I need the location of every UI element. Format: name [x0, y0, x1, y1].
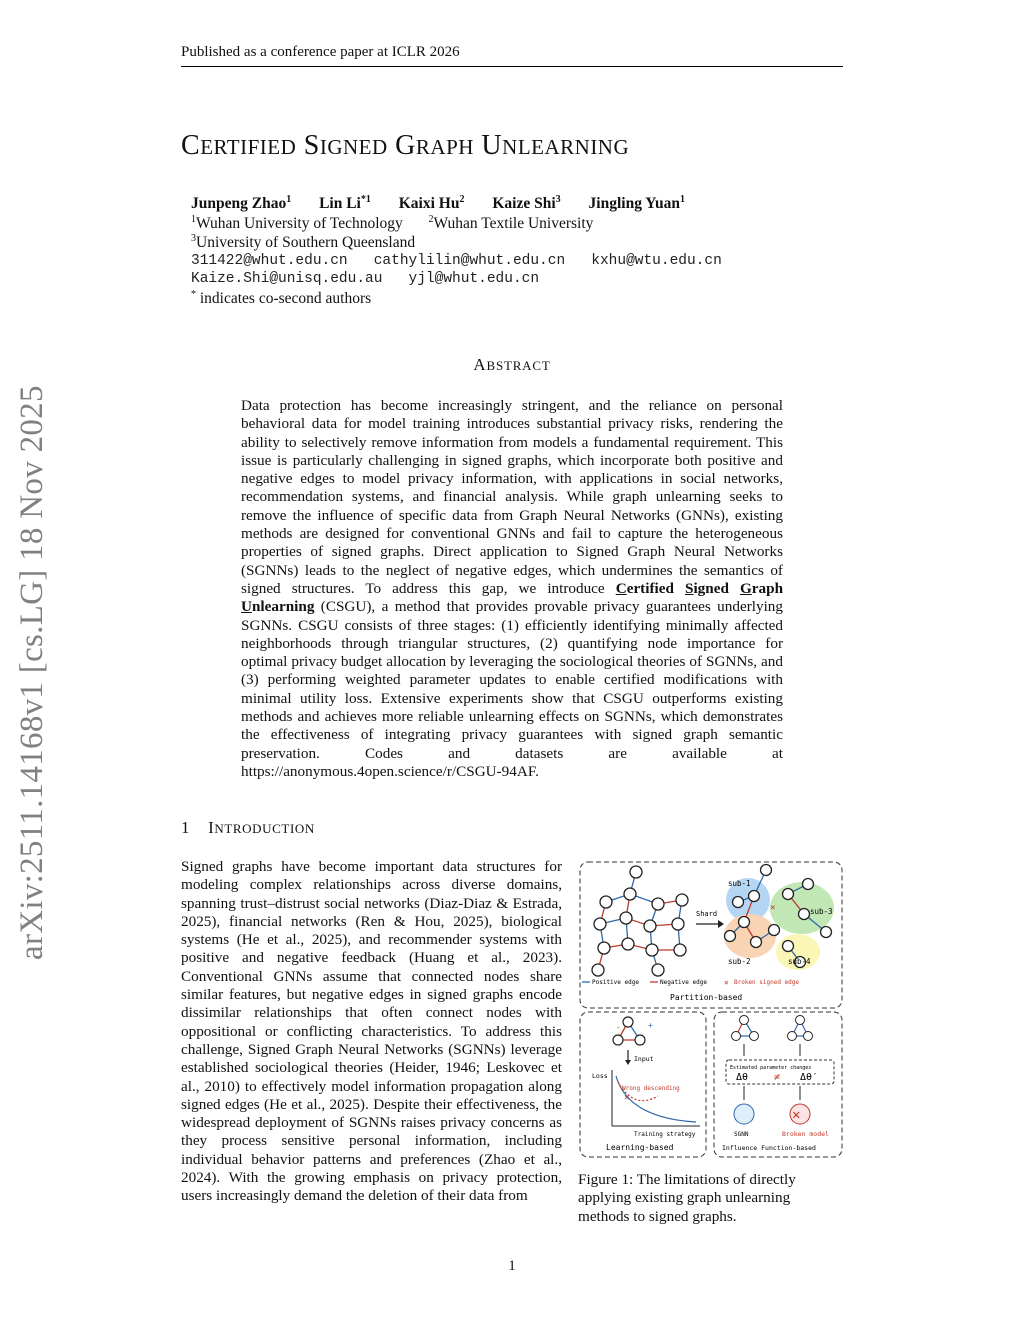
graph-node — [594, 918, 606, 930]
graph-node — [646, 944, 658, 956]
method-name: Certified Signed Graph Unlearning — [241, 579, 784, 616]
shard-arrowhead — [718, 920, 724, 928]
graph-node — [598, 942, 610, 954]
graph-node — [644, 920, 656, 932]
header-rule — [181, 66, 843, 67]
author: Jingling Yuan$^1$ — [588, 194, 686, 213]
influence-panel — [722, 1016, 834, 1153]
estimated-changes-label: Estimated parameter changes — [730, 1065, 812, 1071]
sgnn-model-icon — [734, 1104, 754, 1124]
title-w4-rest: NLEARNING — [502, 135, 630, 159]
figure-caption: Figure 1: The limitations of directly applying existing graph unlearning methods to signed graphs. — [578, 1171, 796, 1225]
page-number: 1 — [508, 1258, 516, 1274]
figure-1 — [578, 860, 844, 1160]
graph-node — [622, 938, 634, 950]
abstract-heading: ABSTRACT — [473, 355, 551, 374]
arxiv-stamp: arXiv:2511.14168v1 [cs.LG] 18 Nov 2025 — [14, 385, 50, 960]
learning-panel — [592, 1017, 700, 1152]
wrong-mark: ✕ — [624, 1093, 630, 1103]
author: Junpeng Zhao$^1$ — [191, 194, 292, 213]
delta-theta: Δθ — [736, 1072, 749, 1083]
co-author-note: * indicates co-second authors — [191, 289, 372, 308]
title-w4-first: U — [481, 130, 503, 161]
affiliation-line-2: $^3$University of Southern Queensland — [191, 233, 416, 252]
graph-node — [652, 964, 664, 976]
title-w3-first: G — [395, 130, 416, 161]
wrong-descending-label: Wrong descending — [622, 1085, 680, 1092]
sub-1-label: sub-1 — [728, 879, 751, 888]
training-strategy-label: Training strategy — [634, 1131, 696, 1138]
broken-model-label: Broken model — [782, 1130, 829, 1138]
title-w2-rest: IGNED — [319, 135, 388, 159]
title-w1-rest: ERTIFIED — [200, 135, 297, 159]
graph-node — [652, 898, 664, 910]
email-line-1: 311422@whut.edu.cn cathylilin@whut.edu.cn kxhu@wtu.edu.cn — [191, 253, 722, 269]
sub-3-label: sub-3 — [810, 907, 833, 916]
graph-node — [676, 894, 688, 906]
author-list — [191, 194, 709, 213]
running-header: Published as a conference paper at ICLR 2026 — [181, 44, 460, 60]
section-heading-introduction: 1 INTRODUCTION — [181, 818, 315, 837]
author: Kaixi Hu$^2$ — [398, 194, 465, 213]
learning-based-label: Learning-based — [606, 1143, 674, 1152]
sgnn-label: SGNN — [734, 1131, 749, 1138]
loss-label: Loss — [592, 1072, 608, 1080]
title-w2-first: S — [303, 130, 320, 161]
introduction-body: Signed graphs have become important data structures for modeling complex relationships across diverse domains, spanning trust–distrust social networks (Diaz-Diaz & Estrada, 2025), financial networks (Ren & Hou, 2025), biological systems (He et al., 2025), and recommender systems with positive and negative feedback (Huang et al., 2023). Conventional GNNs assume that connected nodes share similar features, but negative edges in signed graphs encode dissimilar relationships that often connect nodes with oppositional or conflicting characteristics. To address this challenge, Signed Graph Neural Networks (SGNNs) leverage established sociological theories (Heider, 1946; Leskovec et al., 2010) to effectively model information propagation along signed edges (He et al., 2025). Despite their effectiveness, the widespread deployment of SGNNs raises privacy concerns as they process sensitive personal information, including individual behavior patterns and preferences (Zhao et al., 2024). With the growing emphasis on privacy protection, users increasingly demand the deletion of their data from — [181, 858, 562, 1205]
sub-2-label: sub-2 — [728, 957, 751, 966]
influence-label: Influence Function-based — [722, 1144, 816, 1152]
author: Kaize Shi$^3$ — [492, 194, 561, 213]
broken-model-mark: ✕ — [792, 1107, 801, 1123]
input-label: Input — [634, 1055, 654, 1063]
graph-node — [592, 964, 604, 976]
graph-node — [672, 918, 684, 930]
graph-nodes — [592, 866, 688, 976]
abstract-body: Data protection has become increasingly stringent, and the reliance on personal behavioral data for model training introduces substantial privacy risks, rendering the ability to selectively remove information from models a fundamental requirement. This issue is particularly challenging in signed graphs, which incorporate both positive and negative edges to model privacy information, with applications in social networks, recommendation systems, and financial analysis. While graph unlearning seeks to remove the influence of specific data from Graph Neural Networks (GNNs), existing methods are designed for conventional GNNs and fail to capture the heterogeneous properties of signed graphs. Direct application to Signed Graph Neural Networks (SGNNs) leads to the neglect of negative edges, which undermines the semantics of signed structures. To address this gap, we introduce Certified Signed Graph Unlearning (CSGU), a method that provides provable privacy guarantees underlying SGNNs. CSGU consists of three stages: (1) efficiently identifying minimally affected neighborhoods through triangular structures, (2) quantifying node importance for optimal privacy budget allocation by leveraging the sociological theories of SGNNs, and (3) performing weighted parameter updates to enable certified modifications with minimal utility loss. Extensive experiments show that CSGU outperforms existing methods and achieves more reliable unlearning effects on SGNNs, which demonstrates the effectiveness of integrating privacy guarantees with signed graph semantic preservation. Codes and datasets are available at https://anonymous.4open.science/r/CSGU-94AF. — [241, 397, 784, 780]
title-w3-rest: RAPH — [415, 135, 474, 159]
delta-theta-prime: Δθ′ — [800, 1072, 819, 1083]
email-line-2: Kaize.Shi@unisq.edu.au yjl@whut.edu.cn — [191, 271, 540, 287]
partition-label: Partition-based — [670, 993, 743, 1002]
author: Lin Li$^{*1}$ — [319, 194, 371, 213]
graph-node — [630, 866, 642, 878]
broken-edge-mark: ✕ — [770, 903, 776, 913]
graph-node — [624, 888, 636, 900]
affiliation-line-1: $^1$Wuhan University of Technology $^2$Wuhan Textile University — [191, 214, 594, 233]
graph-node — [620, 912, 632, 924]
paper-title — [181, 130, 629, 162]
positive-edge-label: Positive edge — [592, 979, 639, 986]
graph-node — [674, 944, 686, 956]
broken-edge-legend-icon: ✕ — [724, 978, 729, 987]
full-signed-graph — [598, 872, 682, 970]
sub-4-label: sub-4 — [788, 957, 811, 966]
minus-sign: - — [616, 1023, 621, 1032]
negative-edge-label: Negative edge — [660, 979, 707, 986]
shard-label: Shard — [696, 910, 718, 918]
plus-sign: + — [648, 1021, 653, 1030]
title-w1-first: C — [181, 130, 201, 161]
broken-edge-label: Broken signed edge — [734, 979, 800, 986]
not-equal-sign: ≠ — [774, 1072, 781, 1083]
graph-node — [600, 896, 612, 908]
